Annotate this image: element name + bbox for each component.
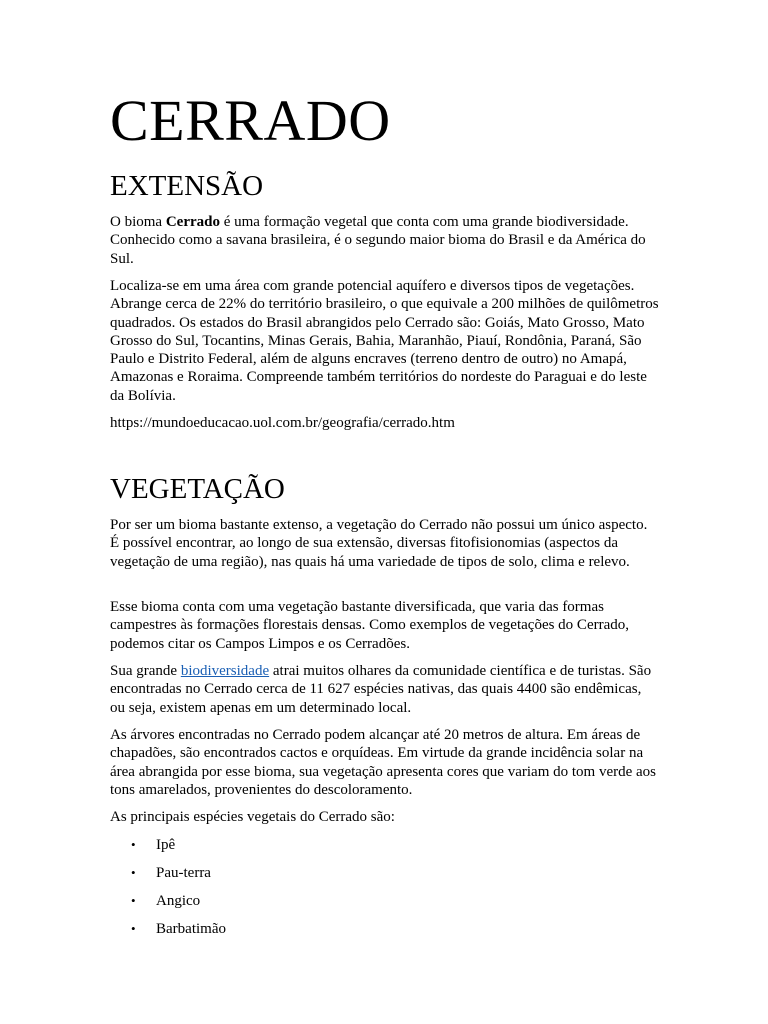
list-item <box>110 835 226 863</box>
list-item <box>110 863 226 891</box>
paragraph-text: Esse bioma conta com uma vegetação bastante diversificada, que varia das formas campestres às formações florestais densas. Como exemplos de vegetações do Cerrado, podemos citar os Campos Limpos e os Cerradões. <box>110 599 629 652</box>
paragraph-extensao-1 <box>110 213 660 268</box>
bullet-icon: • <box>131 837 136 852</box>
paragraph-vegetacao-2 <box>110 598 660 653</box>
paragraph-extensao-2 <box>110 277 660 405</box>
list-item <box>110 891 226 919</box>
source-url <box>110 414 660 432</box>
bullet-icon: • <box>131 865 136 880</box>
species-name: Angico <box>156 893 201 909</box>
species-name: Barbatimão <box>156 921 226 937</box>
species-list <box>110 835 226 947</box>
paragraph-vegetacao-3 <box>110 662 660 717</box>
document-title: CERRADO <box>110 88 391 153</box>
bold-term: Cerrado <box>165 214 220 230</box>
species-name: Pau-terra <box>156 865 211 881</box>
text-run: atrai muitos olhares da comunidade científica e de turistas. São encontradas no Cerrado cerca de 11 627 espécies nativas, das quais 4400 são endêmicas, ou seja, existem apenas em um determinado local. <box>110 663 652 716</box>
paragraph-text: As árvores encontradas no Cerrado podem alcançar até 20 metros de altura. Em áreas de chapadões, são encontrados cactos e orquídeas. Em virtude da grande incidência solar na área abrangida por esse bioma, sua vegetação apresenta cores que variam do tom verde aos tons amarelados, provenientes do descoloramento. <box>110 727 657 798</box>
text-run: O bioma <box>110 214 166 230</box>
paragraph-text: Localiza-se em uma área com grande potencial aquífero e diversos tipos de vegetações. Abrange cerca de 22% do território brasileiro, o que equivale a 200 milhões de quilômetros quadrados. Os estados do Brasil abrangidos pelo Cerrado são: Goiás, Mato Grosso, Mato Grosso do Sul, Tocantins, Minas Gerais, Bahia, Maranhão, Piauí, Rondônia, Paraná, São Paulo e Distrito Federal, além de alguns encraves (terreno dentro de outro) no Amapá, Amazonas e Roraima. Compreende também territórios do nordeste do Paraguai e do leste da Bolívia. <box>110 278 659 404</box>
text-run: Sua grande <box>110 663 181 679</box>
paragraph-vegetacao-1 <box>110 516 660 571</box>
heading-extensao: EXTENSÃO <box>110 170 264 202</box>
list-item <box>110 919 226 947</box>
text-run: é uma formação vegetal que conta com uma grande biodiversidade. Conhecido como a savana brasileira, é o segundo maior bioma do Brasil e da América do Sul. <box>110 214 646 267</box>
biodiversidade-link[interactable]: biodiversidade <box>180 663 270 679</box>
paragraph-text: Por ser um bioma bastante extenso, a vegetação do Cerrado não possui um único aspecto. É possível encontrar, ao longo de sua extensão, diversas fitofisionomias (aspectos da vegetação de uma região), nas quais há uma variedade de tipos de solo, clima e relevo. <box>110 517 648 570</box>
heading-vegetacao: VEGETAÇÃO <box>110 473 285 505</box>
species-name: Ipê <box>156 837 176 853</box>
paragraph-vegetacao-5 <box>110 808 660 826</box>
bullet-icon: • <box>131 921 136 936</box>
source-url-text: https://mundoeducacao.uol.com.br/geografia/cerrado.htm <box>110 415 455 431</box>
paragraph-text: As principais espécies vegetais do Cerrado são: <box>110 809 395 825</box>
paragraph-vegetacao-4 <box>110 726 660 799</box>
bullet-icon: • <box>131 893 136 908</box>
